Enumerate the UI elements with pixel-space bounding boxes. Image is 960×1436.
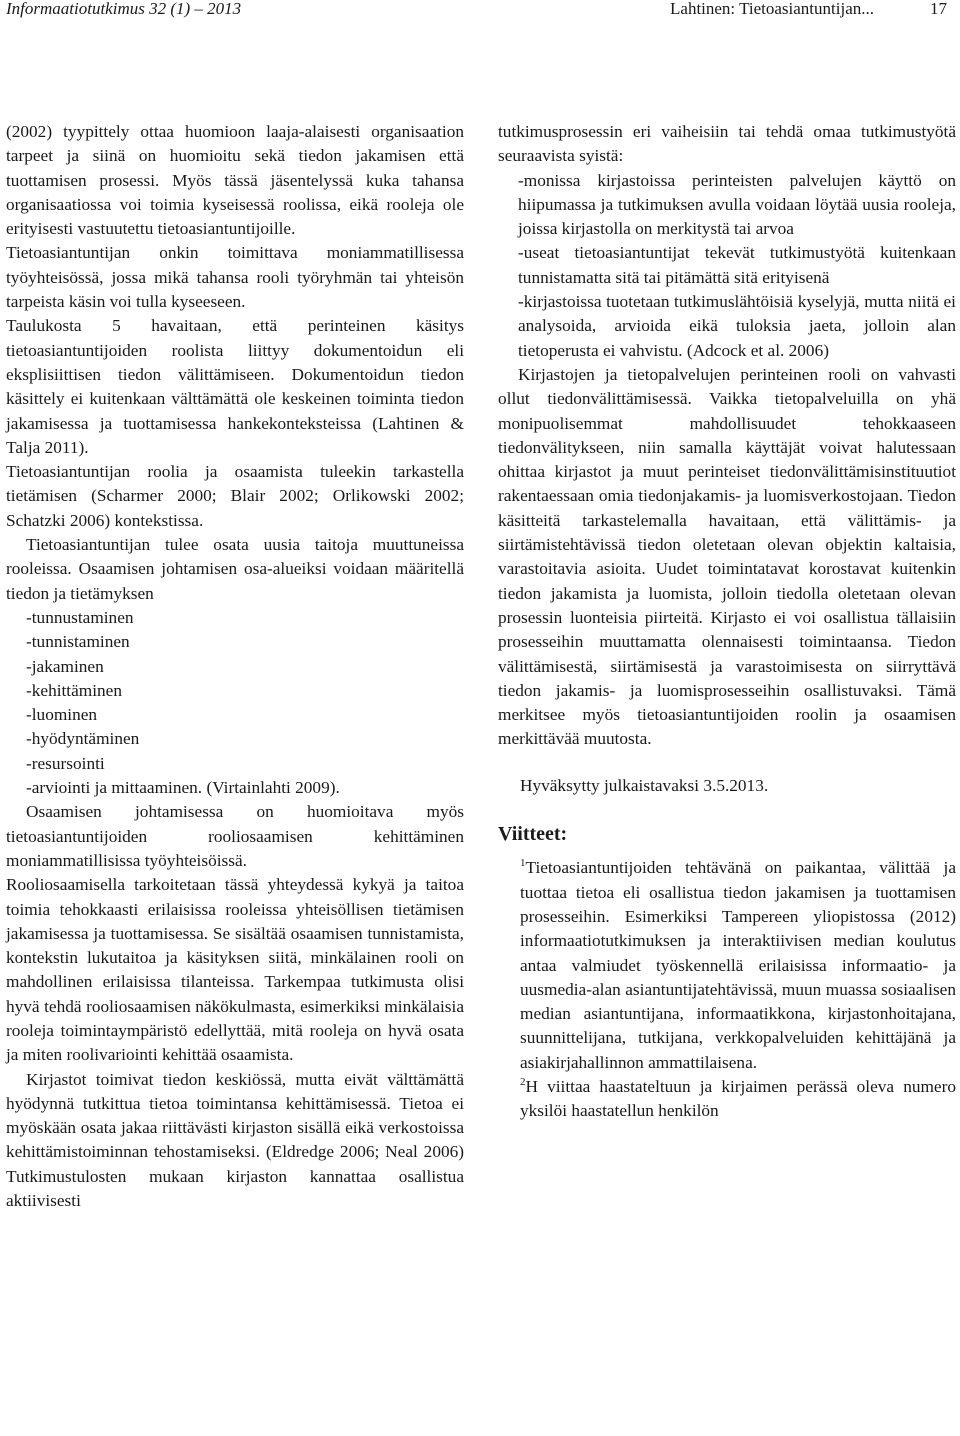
- paragraph: Kirjastot toimivat tiedon keskiössä, mutta eivät välttämättä hyödynnä tutkittua tietoa toimintansa kehittämisessä. Tietoa ei myöskään osata jakaa riittävästi kirjaston sisällä eikä verkostoissa kehittämistoiminnan tehostamiseksi. (Eldredge 2006; Neal 2006) Tutkimustulosten mukaan kirjaston kannattaa osallistua aktiivisesti: [6, 1069, 464, 1211]
- list-item: -tunnustaminen: [26, 607, 134, 627]
- footnote-1: [520, 856, 956, 1075]
- list-item: -hyödyntäminen: [26, 729, 140, 749]
- paragraph: (2002) tyypittely ottaa huomioon laaja-alaisesti organisaation tarpeet ja siinä on huomioitu sekä tiedon jakamisen että tuottamisen prosessi. Myös tässä jäsentelyssä kuka tahansa organisaatiossa voi toimia kyseisessä roolissa, eikä rooleja ole erityisesti vastuutettu tietoasiantuntijoille.: [6, 122, 464, 239]
- list-item: -kirjastoissa tuotetaan tutkimuslähtöisiä kyselyjä, mutta niitä ei analysoida, arvioida eikä tuloksia jaeta, jolloin alan tietoperusta ei vahvistu. (Adcock et al. 2006): [518, 292, 956, 360]
- footnote-marker: 2: [520, 1076, 526, 1089]
- footnote-text: H viittaa haastateltuun ja kirjaimen perässä oleva numero yksilöi haastatellun henkilön: [520, 1076, 956, 1121]
- competence-list: [6, 606, 464, 800]
- acceptance-note: Hyväksytty julkaistavaksi 3.5.2013.: [520, 775, 769, 795]
- list-item: -useat tietoasiantuntijat tekevät tutkimustyötä kuitenkaan tunnistamatta sitä tai pitämättä sitä erityisenä: [518, 243, 956, 287]
- footnote-text: Tietoasiantuntijoiden tehtävänä on paikantaa, välittää ja tuottaa tietoa eli osallistua tiedon jakamisen ja tuottamisen prosesseihin. Esimerkiksi Tampereen yliopistossa (2012) informaatiotutkimuksen ja interaktiivisen median koulutus antaa valmiudet työskennellä erilaisissa informaatio- ja uusmedia-alan asiantuntijatehtävissä, muun muassa sosiaalisen median asiantuntijana, informaatikkona, kirjastonhoitajana, suunnittelijana, tutkijana, verkkopalveluiden kehittäjänä ja asiakirjahallinnon ammattilaisena.: [520, 858, 956, 1072]
- running-title: Lahtinen: Tietoasiantuntijan...: [670, 0, 874, 18]
- references-heading: Viitteet:: [498, 823, 568, 846]
- page-header: [0, 0, 960, 22]
- list-item: -jakaminen: [26, 656, 104, 676]
- paragraph: Taulukosta 5 havaitaan, että perinteinen käsitys tietoasiantuntijoiden roolista liittyy dokumentoidun eli eksplisiittisen tiedon välittämiseen. Dokumentoidun tiedon käsittely ei kuitenkaan välttämättä ole keskeinen toiminta tiedon jakamisessa ja tuottamisessa hankekonteksteissa (Lahtinen & Talja 2011).: [6, 316, 464, 457]
- paragraph: Osaamisen johtamisessa on huomioitava myös tietoasiantuntijoiden rooliosaamisen kehittäminen moniammatillisissa työyhteisöissä.: [6, 802, 464, 870]
- list-item: -luominen: [26, 705, 98, 725]
- left-column: [6, 120, 464, 1213]
- paragraph: Kirjastojen ja tietopalvelujen perinteinen rooli on vahvasti ollut tiedonvälittämisessä. Vaikka tietopalveluilla on yhä monipuolisemmat mahdollisuudet tehokkaaseen tiedonvälitykseen, niin samalla käyttäjät voivat halutessaan ohittaa kirjastot ja muut perinteiset tiedonvälittämisinstituutiot rakentaessaan omia tiedonjakamis- ja luomisverkostojaan. Tiedon käsitteitä tarkastelemalla havaitaan, että välittämis- ja siirtämistehtävissä tiedon oletetaan olevan objektin kaltaisia, varastoitavia asioita. Uudet toimintatavat korostavat kuitenkin tiedon jakamista ja luomista, jolloin tiedolla oletetaan olevan prosessin luonteisia piirteitä. Kirjasto ei voi osallistua tällaisiin prosesseihin muuttamatta olennaisesti toimintaansa. Tiedon välittämisestä, siirtämisestä ja varastoimisesta on siirryttävä tiedon jakamis- ja luomisprosesseihin osallistuvaksi. Tämä merkitsee myös tietoasiantuntijoiden roolin ja osaamisen merkittävää muutosta.: [498, 364, 956, 749]
- list-item: -tunnistaminen: [26, 632, 130, 652]
- footnote-marker: 1: [520, 857, 526, 870]
- paragraph: Tietoasiantuntijan onkin toimittava moniammatillisessa työyhteisössä, jossa mikä tahansa rooli työryhmän tai yhteisön tarpeista käsin voi tulla kyseeseen.: [6, 243, 464, 312]
- paragraph: tutkimusprosessin eri vaiheisiin tai tehdä omaa tutkimustyötä seuraavista syistä:: [498, 122, 956, 166]
- right-column: [498, 120, 956, 1124]
- footnote-2: [520, 1075, 956, 1124]
- paragraph: Rooliosaamisella tarkoitetaan tässä yhteydessä kykyä ja taitoa toimia tehokkaasti erilaisissa rooleissa yhteisöllisen tietämisen jakamisessa ja tuottamisessa. Se sisältää osaamisen tunnistamista, kontekstin lukutaitoa ja käsityksen siitä, minkälainen rooli on mahdollinen erilaisissa tilanteissa. Tarkempaa tutkimusta olisi hyvä tehdä rooliosaamisen näkökulmasta, esimerkiksi minkälaisia rooleja toimintaympäristö edellyttää, mitä rooleja on hyvä osata ja miten roolivariointi kehittää osaamista.: [6, 875, 464, 1065]
- list-item: -resursointi: [26, 753, 105, 773]
- list-item: -arviointi ja mittaaminen. (Virtainlahti 2009).: [26, 778, 340, 798]
- page-number: 17: [930, 0, 947, 18]
- list-item: -kehittäminen: [26, 680, 122, 700]
- list-item: -monissa kirjastoissa perinteisten palvelujen käyttö on hiipumassa ja tutkimuksen avulla voidaan löytää uusia rooleja, joissa kirjastolla on merkitystä tai arvoa: [518, 170, 956, 239]
- paragraph: Tietoasiantuntijan roolia ja osaamista tuleekin tarkastella tietämisen (Scharmer 2000; Blair 2002; Orlikowski 2002; Schatzki 2006) kontekstissa.: [6, 462, 464, 530]
- paragraph: Tietoasiantuntijan tulee osata uusia taitoja muuttuneissa rooleissa. Osaamisen johtamisen osa-alueiksi voidaan määritellä tiedon ja tietämyksen: [6, 535, 464, 603]
- journal-citation: Informaatiotutkimus 32 (1) – 2013: [6, 0, 242, 18]
- reasons-list: [498, 169, 956, 363]
